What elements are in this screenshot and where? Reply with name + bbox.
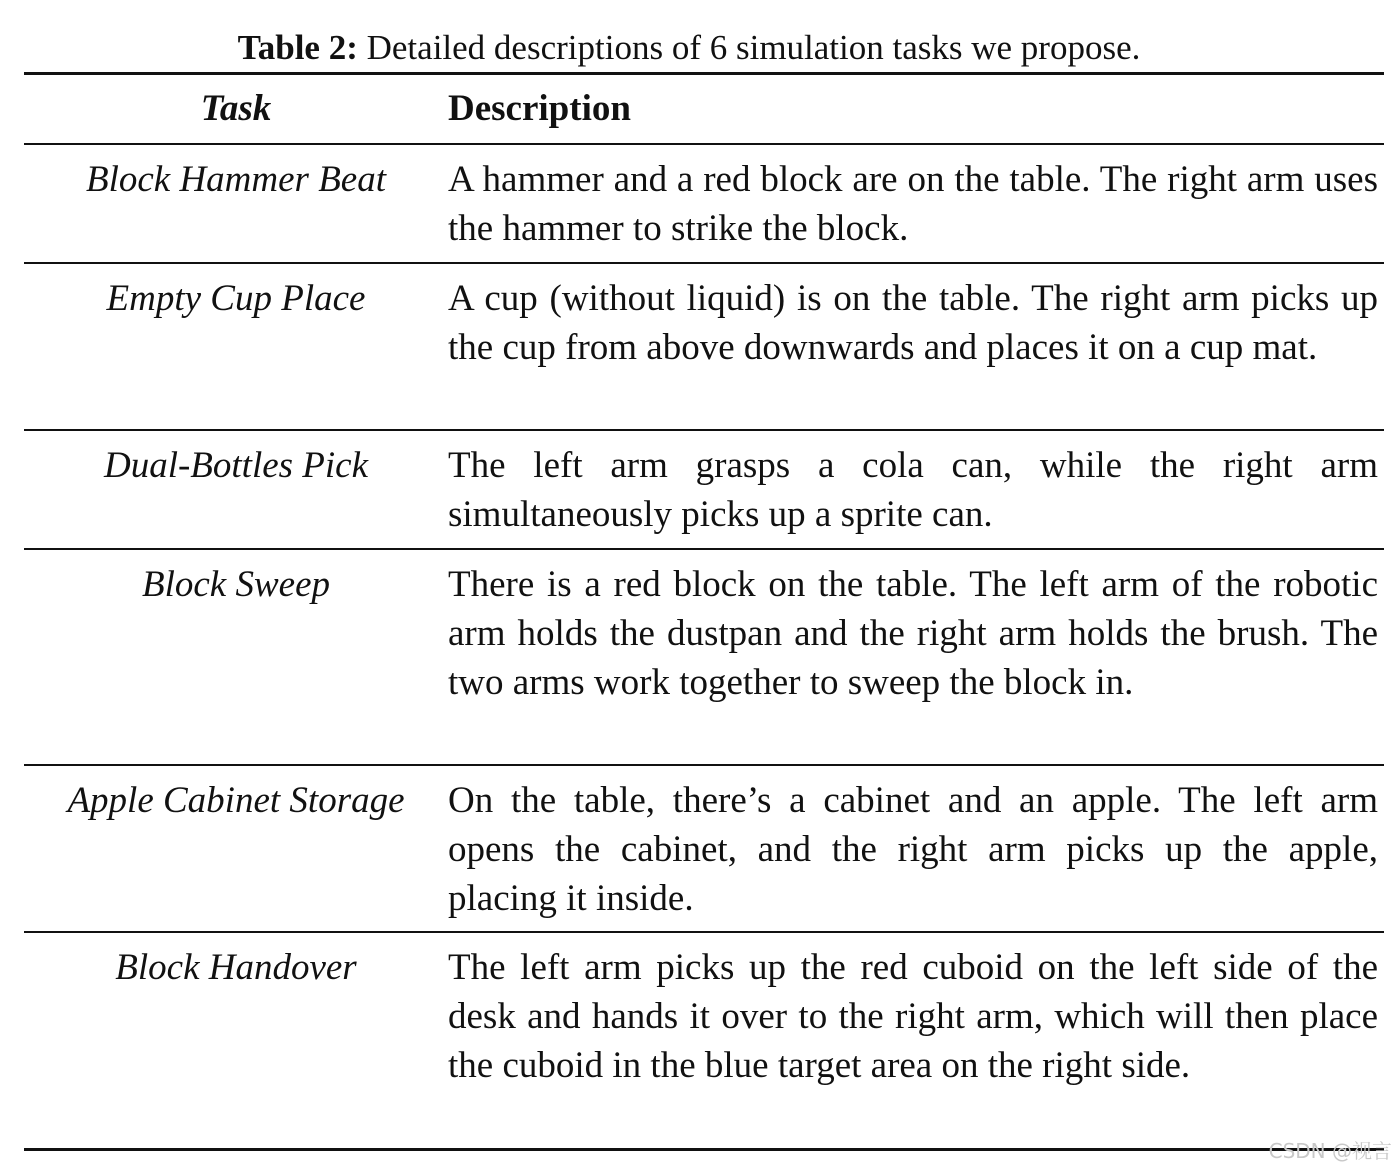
header-description: Description [448, 88, 631, 129]
caption-label: Table 2: [237, 28, 358, 67]
task-name: Block Handover [115, 947, 357, 988]
task-name: Block Sweep [142, 564, 330, 605]
row-divider [24, 262, 1384, 264]
task-description: There is a red block on the table. The left arm of the robotic arm holds the dustpan and the right arm holds the brush. The two arms work together to sweep the block in. [448, 564, 1378, 703]
top-rule [24, 72, 1384, 75]
bottom-rule [24, 1148, 1384, 1151]
table-row [24, 776, 1384, 926]
task-name: Apple Cabinet Storage [67, 780, 405, 821]
task-description: The left arm grasps a cola can, while the right arm simultaneously picks up a sprite can. [448, 445, 1378, 535]
table-caption [0, 26, 1378, 70]
task-description: A cup (without liquid) is on the table. The right arm picks up the cup from above downwards and places it on a cup mat. [448, 278, 1378, 368]
header-task: Task [200, 88, 272, 129]
table-row [24, 441, 1384, 545]
caption-text: Detailed descriptions of 6 simulation tasks we propose. [357, 28, 1141, 67]
table-row [24, 155, 1384, 259]
table-row [24, 274, 1384, 424]
task-name: Dual-Bottles Pick [103, 445, 369, 486]
row-divider [24, 931, 1384, 933]
task-name: Empty Cup Place [106, 278, 366, 319]
task-description: On the table, there’s a cabinet and an apple. The left arm opens the cabinet, and the right arm picks up the apple, placing it inside. [448, 780, 1378, 919]
header-rule [24, 143, 1384, 145]
task-description: A hammer and a red block are on the table. The right arm uses the hammer to strike the block. [448, 159, 1378, 249]
row-divider [24, 764, 1384, 766]
table-row [24, 560, 1384, 760]
table-row [24, 943, 1384, 1143]
task-description: The left arm picks up the red cuboid on the left side of the desk and hands it over to the right arm, which will then place the cuboid in the blue target area on the right side. [448, 947, 1378, 1086]
row-divider [24, 548, 1384, 550]
watermark: CSDN @视言 [1268, 1139, 1392, 1163]
row-divider [24, 429, 1384, 431]
task-name: Block Hammer Beat [85, 159, 386, 200]
